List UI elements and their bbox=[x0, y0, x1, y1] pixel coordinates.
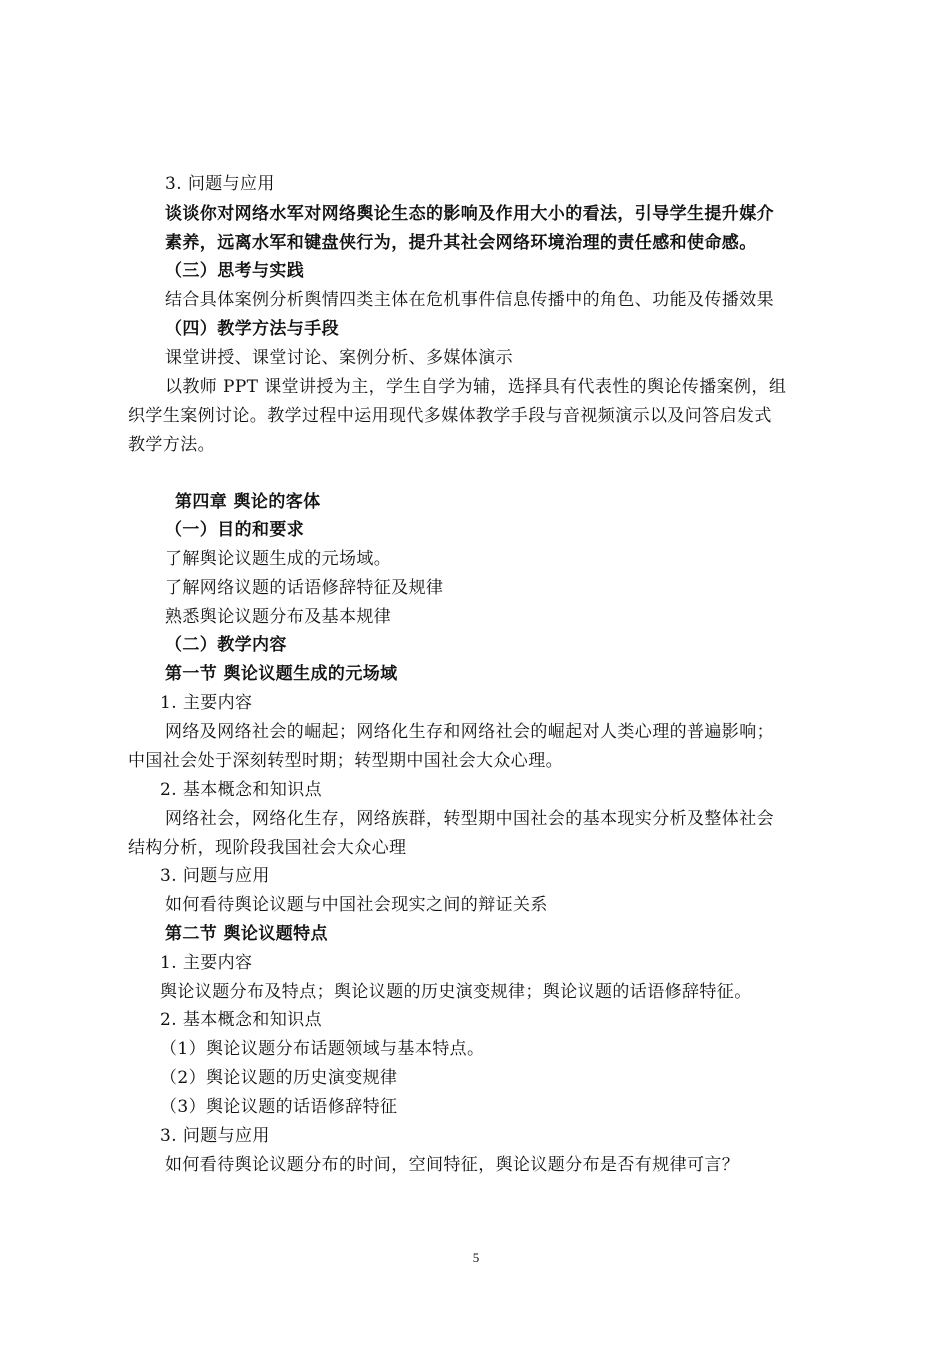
content-heading: （二）教学内容 bbox=[165, 635, 287, 655]
section2-item2-sub: （2）舆论议题的历史演变规律 bbox=[160, 1068, 398, 1088]
section2-item1-line1: 舆论议题分布及特点；舆论议题的历史演变规律；舆论议题的话语修辞特征。 bbox=[160, 982, 752, 1002]
methods-line1: 课堂讲授、课堂讨论、案例分析、多媒体演示 bbox=[165, 348, 513, 368]
section1-item1-label: 1. 主要内容 bbox=[160, 693, 253, 713]
section2-item1-label: 1. 主要内容 bbox=[160, 953, 253, 973]
section1-item3-line1: 如何看待舆论议题与中国社会现实之间的辩证关系 bbox=[165, 895, 548, 915]
goal-item: 了解网络议题的话语修辞特征及规律 bbox=[165, 578, 444, 598]
section1-item1-line2: 中国社会处于深刻转型时期；转型期中国社会大众心理。 bbox=[128, 751, 563, 771]
item3-label: 3. 问题与应用 bbox=[165, 174, 275, 194]
goal-item: 熟悉舆论议题分布及基本规律 bbox=[165, 607, 392, 627]
section1-item1-line1: 网络及网络社会的崛起；网络化生存和网络社会的崛起对人类心理的普遍影响； bbox=[165, 722, 774, 742]
methods-heading: （四）教学方法与手段 bbox=[165, 319, 339, 339]
section2-item2-label: 2. 基本概念和知识点 bbox=[160, 1010, 323, 1030]
goals-heading: （一）目的和要求 bbox=[165, 520, 305, 540]
section2-item2-sub: （3）舆论议题的话语修辞特征 bbox=[160, 1097, 398, 1117]
thinking-text: 结合具体案例分析舆情四类主体在危机事件信息传播中的角色、功能及传播效果 bbox=[165, 290, 774, 310]
goal-item: 了解舆论议题生成的元场域。 bbox=[165, 549, 392, 569]
page-number: 5 bbox=[472, 1250, 480, 1265]
item3-text-line2: 素养，远离水军和键盘侠行为，提升其社会网络环境治理的责任感和使命感。 bbox=[165, 233, 757, 253]
section1-item2-line1: 网络社会，网络化生存，网络族群，转型期中国社会的基本现实分析及整体社会 bbox=[165, 809, 774, 829]
section1-item2-label: 2. 基本概念和知识点 bbox=[160, 780, 323, 800]
section1-item3-label: 3. 问题与应用 bbox=[160, 866, 270, 886]
section2-item2-sub: （1）舆论议题分布话题领域与基本特点。 bbox=[160, 1039, 485, 1059]
section1-title: 第一节 舆论议题生成的元场域 bbox=[165, 664, 398, 684]
methods-line2: 以教师 PPT 课堂讲授为主，学生自学为辅，选择具有代表性的舆论传播案例，组 bbox=[165, 377, 787, 397]
item3-text-line1: 谈谈你对网络水军对网络舆论生态的影响及作用大小的看法，引导学生提升媒介 bbox=[165, 204, 774, 224]
chapter-title: 第四章 舆论的客体 bbox=[175, 492, 321, 512]
section1-item2-line2: 结构分析，现阶段我国社会大众心理 bbox=[128, 838, 407, 858]
methods-line4: 教学方法。 bbox=[128, 435, 215, 455]
section2-title: 第二节 舆论议题特点 bbox=[165, 924, 328, 944]
methods-line3: 织学生案例讨论。教学过程中运用现代多媒体教学手段与音视频演示以及问答启发式 bbox=[128, 406, 772, 426]
thinking-heading: （三）思考与实践 bbox=[165, 261, 305, 281]
section2-item3-line1: 如何看待舆论议题分布的时间，空间特征，舆论议题分布是否有规律可言？ bbox=[165, 1155, 740, 1175]
section2-item3-label: 3. 问题与应用 bbox=[160, 1126, 270, 1146]
